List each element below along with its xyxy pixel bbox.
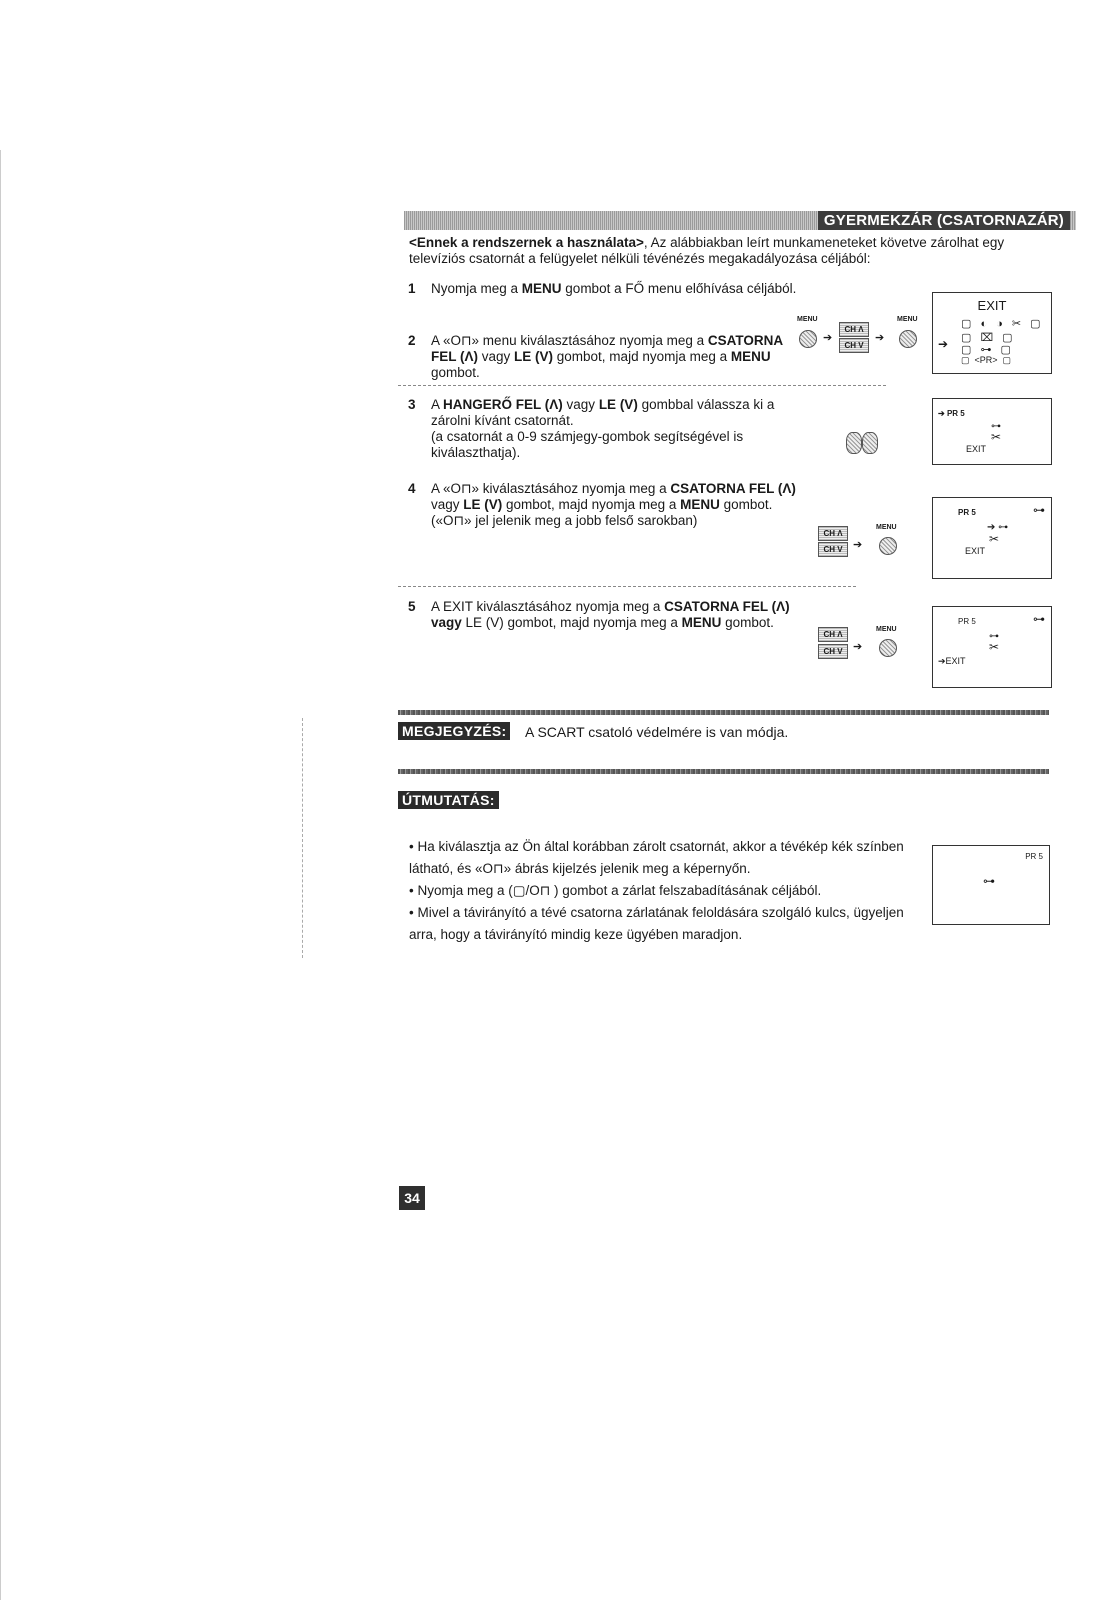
menu-button-icon bbox=[899, 330, 917, 348]
menu-icons-row: ▢ ⌧ ▢ bbox=[961, 332, 1016, 344]
lock-icon: ⊶ bbox=[1033, 503, 1045, 517]
menu-label: MENU bbox=[876, 524, 897, 531]
screen-exit-label: EXIT bbox=[965, 546, 986, 556]
step-text: A «O⊓» kiválasztásához nyomja meg a CSATORNA FEL (Λ) vagy LE (V) gombot, majd nyomja meg a MENU gombot. («O⊓» jel jelenik meg a jobb felső sarokban) bbox=[431, 481, 796, 528]
screen-pr-label: PR 5 bbox=[958, 617, 976, 626]
divider bbox=[398, 385, 886, 386]
menu-button-icon bbox=[879, 639, 897, 657]
step-number: 5 bbox=[408, 599, 416, 614]
margin-line bbox=[302, 718, 303, 958]
screen-exit-select bbox=[932, 606, 1052, 688]
intro-lead: <Ennek a rendszernek a használata> bbox=[409, 235, 644, 250]
screen-lock-set bbox=[932, 497, 1052, 579]
tips-label: ÚTMUTATÁS: bbox=[398, 791, 499, 809]
screen-exit-label: EXIT bbox=[966, 444, 987, 454]
arrow-icon: ➔ bbox=[875, 332, 885, 344]
scissors-icon: ✂ bbox=[991, 430, 1002, 444]
step-text: A HANGERŐ FEL (Λ) vagy LE (V) gombbal válassza ki a zárolni kívánt csatornát. (a csatornát a 0-9 számjegy-gombok segítségével is kiválaszthatja). bbox=[431, 397, 775, 460]
lock-icon: ⊶ bbox=[983, 874, 995, 888]
scissors-icon: ✂ bbox=[989, 640, 1000, 654]
screen-pr-label: PR 5 bbox=[958, 508, 976, 517]
arrow-icon: ➔ bbox=[853, 641, 863, 653]
lock-icon: ⊶ bbox=[991, 421, 1001, 432]
section-title: GYERMEKZÁR (CSATORNAZÁR) bbox=[818, 211, 1070, 230]
step-text: A «O⊓» menu kiválasztásához nyomja meg a CSATORNA FEL (Λ) vagy LE (V) gombot, majd nyomja meg a MENU gombot. bbox=[431, 333, 783, 380]
tip-item: • Nyomja meg a (▢/O⊓ ) gombot a zárlat felszabadításának céljából. bbox=[409, 883, 822, 898]
step-number: 3 bbox=[408, 397, 416, 412]
step-number: 4 bbox=[408, 481, 416, 496]
menu-button-icon bbox=[799, 330, 817, 348]
menu-icons-row: ▢ ◐ ◑ ✂ ▢ bbox=[961, 318, 1044, 330]
menu-label: MENU bbox=[897, 316, 918, 323]
ch-down-button-icon: CH V bbox=[818, 542, 848, 557]
menu-label: MENU bbox=[876, 626, 897, 633]
screen-exit-label: EXIT bbox=[977, 298, 1007, 313]
screen-channel-select bbox=[932, 398, 1052, 465]
ch-up-button-icon: CH Λ bbox=[818, 627, 848, 642]
cursor-arrow-icon: ➔ bbox=[938, 337, 949, 351]
lock-icon: ⊶ bbox=[1033, 612, 1045, 626]
step-text: A EXIT kiválasztásához nyomja meg a CSATORNA FEL (Λ) vagy LE (V) gombot, majd nyomja meg a MENU gombot. bbox=[431, 599, 790, 630]
menu-button-icon bbox=[879, 537, 897, 555]
intro-paragraph bbox=[409, 235, 1059, 267]
screen-main-menu bbox=[932, 292, 1052, 374]
margin-line bbox=[0, 150, 1, 1600]
menu-pr-row: ▢ <PR> ▢ bbox=[961, 355, 1012, 365]
ch-down-button-icon: CH V bbox=[839, 338, 869, 353]
ch-down-button-icon: CH V bbox=[818, 644, 848, 659]
step-text: Nyomja meg a MENU gombot a FŐ menu előhívása céljából. bbox=[431, 281, 797, 296]
menu-label: MENU bbox=[797, 316, 818, 323]
rule bbox=[398, 769, 1049, 774]
scissors-icon: ✂ bbox=[989, 532, 1000, 546]
section-title-bar bbox=[404, 211, 1076, 230]
tip-item: • Ha kiválasztja az Ön által korábban zárolt csatornát, akkor a tévékép kék színben látható, és «O⊓» ábrás kijelzés jelenik meg a képernyőn. bbox=[409, 839, 904, 876]
intro-text: , Az alábbiakban leírt munkameneteket követve zárolhat egy televíziós csatornát a felügyelet nélküli tévénézés megakadályozása céljából: bbox=[409, 235, 1005, 266]
lock-icon: ⊶ bbox=[989, 631, 999, 642]
screen-pr-label: ➔ PR 5 bbox=[938, 409, 965, 418]
ch-up-button-icon: CH Λ bbox=[839, 322, 869, 337]
screen-exit-label: ➔EXIT bbox=[938, 656, 966, 666]
divider bbox=[398, 586, 856, 587]
step-number: 2 bbox=[408, 333, 416, 348]
arrow-icon: ➔ bbox=[853, 539, 863, 551]
step-number: 1 bbox=[408, 281, 416, 296]
screen-locked-channel bbox=[932, 845, 1050, 925]
screen-pr-label: PR 5 bbox=[1025, 852, 1043, 861]
note-label: MEGJEGYZÉS: bbox=[398, 722, 510, 740]
tips-list bbox=[409, 836, 929, 946]
volume-up-button-icon bbox=[862, 432, 878, 454]
menu-icons-row: ▢ ⊶ ▢ bbox=[961, 344, 1014, 356]
lock-row: ➔ ⊶ bbox=[987, 522, 1009, 533]
ch-up-button-icon: CH Λ bbox=[818, 526, 848, 541]
volume-down-button-icon bbox=[846, 432, 862, 454]
arrow-icon: ➔ bbox=[823, 332, 833, 344]
page-number: 34 bbox=[399, 1186, 425, 1210]
tip-item: • Mivel a távirányító a tévé csatorna zárlatának feloldására szolgáló kulcs, ügyeljen arra, hogy a távirányító mindig keze ügyében maradjon. bbox=[409, 905, 904, 942]
note-text: A SCART csatoló védelmére is van módja. bbox=[525, 724, 789, 740]
rule bbox=[398, 710, 1049, 715]
